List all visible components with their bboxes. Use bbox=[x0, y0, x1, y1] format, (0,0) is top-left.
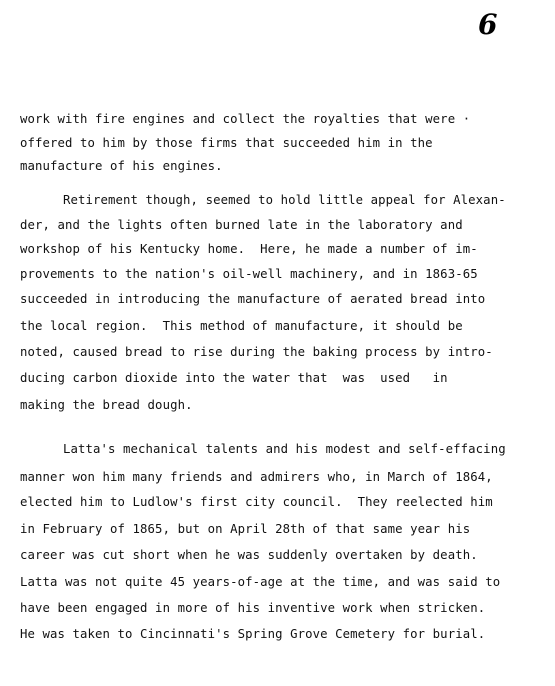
paragraph-line: in February of 1865, but on April 28th of that same year his bbox=[20, 522, 471, 536]
paragraph-line: Latta was not quite 45 years-of-age at the time, and was said to bbox=[20, 575, 501, 589]
paragraph-line: have been engaged in more of his inventive work when stricken. bbox=[20, 601, 486, 615]
paragraph-line: succeeded in introducing the manufacture of aerated bread into bbox=[20, 292, 486, 306]
paragraph-line: the local region. This method of manufacture, it should be bbox=[20, 319, 463, 333]
paragraph-line: ducing carbon dioxide into the water that was used in bbox=[20, 371, 448, 385]
page-number: 6 bbox=[478, 8, 498, 41]
paragraph-line: Retirement though, seemed to hold little appeal for Alexan- bbox=[63, 193, 506, 207]
paragraph-line: He was taken to Cincinnati's Spring Grove Cemetery for burial. bbox=[20, 627, 486, 641]
paragraph-line: elected him to Ludlow's first city council. They reelected him bbox=[20, 495, 493, 509]
paragraph-line: manner won him many friends and admirers who, in March of 1864, bbox=[20, 470, 493, 484]
paragraph-line: workshop of his Kentucky home. Here, he made a number of im- bbox=[20, 242, 478, 256]
paragraph-line: making the bread dough. bbox=[20, 398, 193, 412]
paragraph-line: noted, caused bread to rise during the baking process by intro- bbox=[20, 345, 493, 359]
paragraph-line: career was cut short when he was suddenly overtaken by death. bbox=[20, 548, 478, 562]
paragraph-line: provements to the nation's oil-well machinery, and in 1863-65 bbox=[20, 267, 478, 281]
paragraph-line: work with fire engines and collect the royalties that were · bbox=[20, 112, 471, 126]
paragraph-line: offered to him by those firms that succeeded him in the bbox=[20, 136, 433, 150]
paragraph-line: der, and the lights often burned late in the laboratory and bbox=[20, 218, 463, 232]
paragraph-line: manufacture of his engines. bbox=[20, 159, 223, 173]
paragraph-line: Latta's mechanical talents and his modest and self-effacing bbox=[63, 442, 506, 456]
